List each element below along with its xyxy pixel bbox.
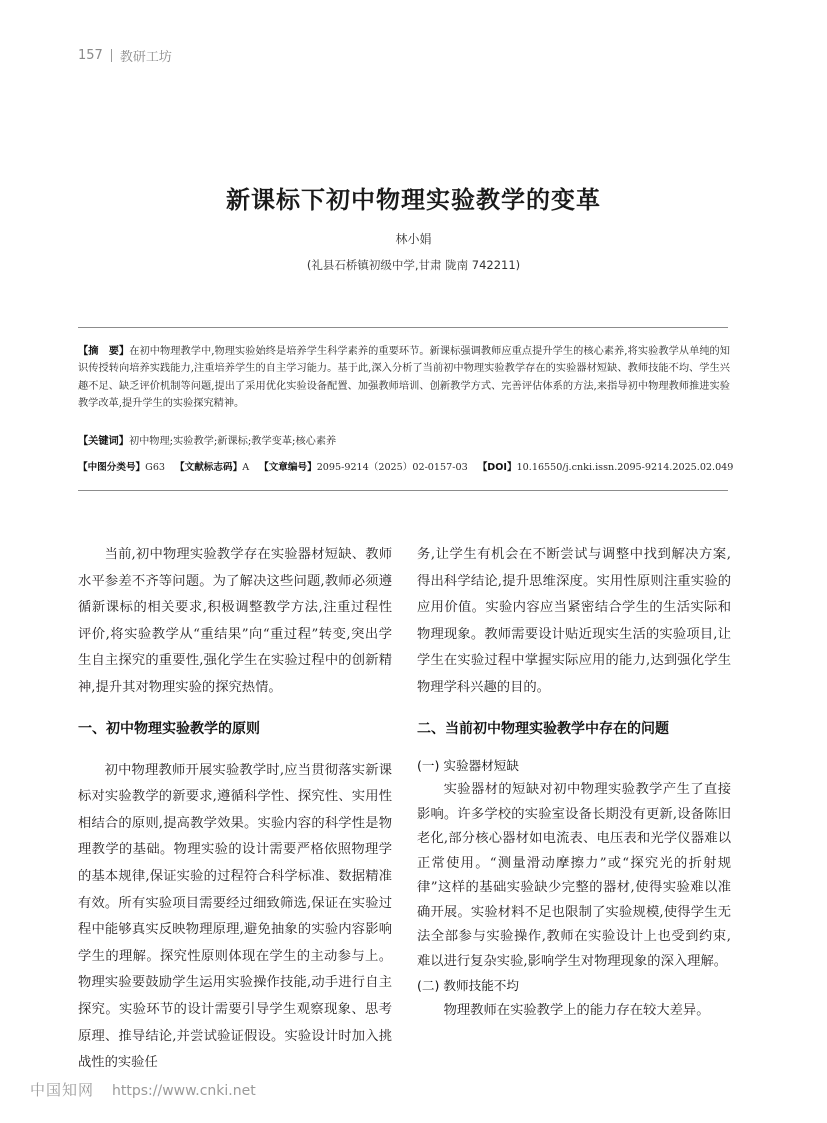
page-number: 157 — [78, 48, 103, 63]
keywords-text: 初中物理;实验教学;新课标;教学变革;核心素养 — [128, 436, 337, 447]
author-name: 林小娟 — [395, 232, 432, 246]
bottom-rule — [78, 490, 728, 491]
section-1-heading: 一、初中物理实验教学的原则 — [78, 720, 260, 737]
keywords — [78, 432, 730, 447]
running-header — [78, 46, 172, 65]
author-affiliation: (礼县石桥镇初级中学,甘肃 陇南 742211) — [306, 258, 521, 272]
abstract — [78, 343, 730, 413]
article-number-value: 2095-9214（2025）02-0157-03 — [316, 462, 468, 473]
doc-code-label: 【文献标志码】 — [175, 462, 243, 473]
article-title: 新课标下初中物理实验教学的变革 — [226, 185, 601, 214]
section-2-heading: 二、当前初中物理实验教学中存在的问题 — [417, 720, 669, 737]
doi-label: 【DOI】 — [477, 462, 517, 473]
section-name: 教研工坊 — [119, 50, 172, 65]
cnki-brand: 中国知网 — [30, 1081, 95, 1099]
intro-paragraph: 当前,初中物理实验教学存在实验器材短缺、教师水平参差不齐等问题。为了解决这些问题,教师必须遵循新课标的相关要求,积极调整教学方法,注重过程性评价,将实验教学从“重结果”向“重过程”转变,突出学生自主探究的重要性,强化学生在实验过程中的创新精神,提升其对物理实验的探究热情。 — [78, 547, 392, 695]
subsection-1-heading: (一) 实验器材短缺 — [417, 757, 519, 773]
right-column — [417, 542, 731, 1023]
header-divider — [111, 49, 112, 62]
article-number-label: 【文章编号】 — [259, 462, 317, 473]
abstract-label: 【摘 要】 — [78, 346, 130, 357]
cnki-url[interactable]: https://www.cnki.net — [112, 1083, 256, 1099]
doi-value: 10.16550/j.cnki.issn.2095-9214.2025.02.049 — [516, 462, 734, 473]
section-1-paragraph: 初中物理教师开展实验教学时,应当贯彻落实新课标对实验教学的新要求,遵循科学性、探究性、实用性相结合的原则,提高教学效果。实验内容的科学性是物理教学的基础。物理实验的设计需要严格依照物理学的基本规律,保证实验的过程符合科学标准、数据精准有效。所有实验项目需要经过细致筛选,保证在实验过程中能够真实反映物理原理,避免抽象的实验内容影响学生的理解。探究性原则体现在学生的主动参与上。物理实验要鼓励学生运用实验操作技能,动手进行自主探究。实验环节的设计需要引导学生观察现象、思考原理、推导结论,并尝试验证假设。实验设计时加入挑战性的实验任 — [78, 762, 392, 1071]
clc-label: 【中图分类号】 — [78, 462, 146, 473]
subsection-1-paragraph: 实验器材的短缺对初中物理实验教学产生了直接影响。许多学校的实验室设备长期没有更新,设备陈旧老化,部分核心器材如电流表、电压表和光学仪器难以正常使用。“测量滑动摩擦力”或“探究光的折射规律”这样的基础实验缺少完整的器材,使得实验难以准确开展。实验材料不足也限制了实验规模,使得学生无法全部参与实验操作,教师在实验设计上也受到约束,难以进行复杂实验,影响学生对物理现象的深入理解。 — [417, 782, 731, 969]
section-1-paragraph-continued: 务,让学生有机会在不断尝试与调整中找到解决方案,得出科学结论,提升思维深度。实用性原则注重实验的应用价值。实验内容应当紧密结合学生的生活实际和物理现象。教师需要设计贴近现实生活的实验项目,让学生在实验过程中掌握实际应用的能力,达到强化学生物理学科兴趣的目的。 — [417, 547, 731, 695]
doc-code-value: A — [242, 462, 250, 473]
subsection-2-paragraph: 物理教师在实验教学上的能力存在较大差异。 — [443, 1002, 710, 1018]
watermark-footer — [30, 1079, 256, 1100]
abstract-text: 在初中物理教学中,物理实验始终是培养学生科学素养的重要环节。新课标强调教师应重点提升学生的核心素养,将实验教学从单纯的知识传授转向培养实践能力,注重培养学生的自主学习能力。基于此,深入分析了当前初中物理实验教学存在的实验器材短缺、教师技能不均、学生兴趣不足、缺乏评价机制等问题,提出了采用优化实验设备配置、加强教师培训、创新教学方式、完善评估体系的方法,来指导初中物理教师推进实验教学改革,提升学生的实验探究精神。 — [78, 346, 730, 410]
left-column — [78, 542, 392, 1077]
clc-value: G63 — [145, 462, 166, 473]
keywords-label: 【关键词】 — [78, 436, 129, 447]
subsection-2-heading: (二) 教师技能不均 — [417, 978, 519, 994]
top-rule — [78, 327, 728, 328]
classification-line — [78, 459, 738, 473]
